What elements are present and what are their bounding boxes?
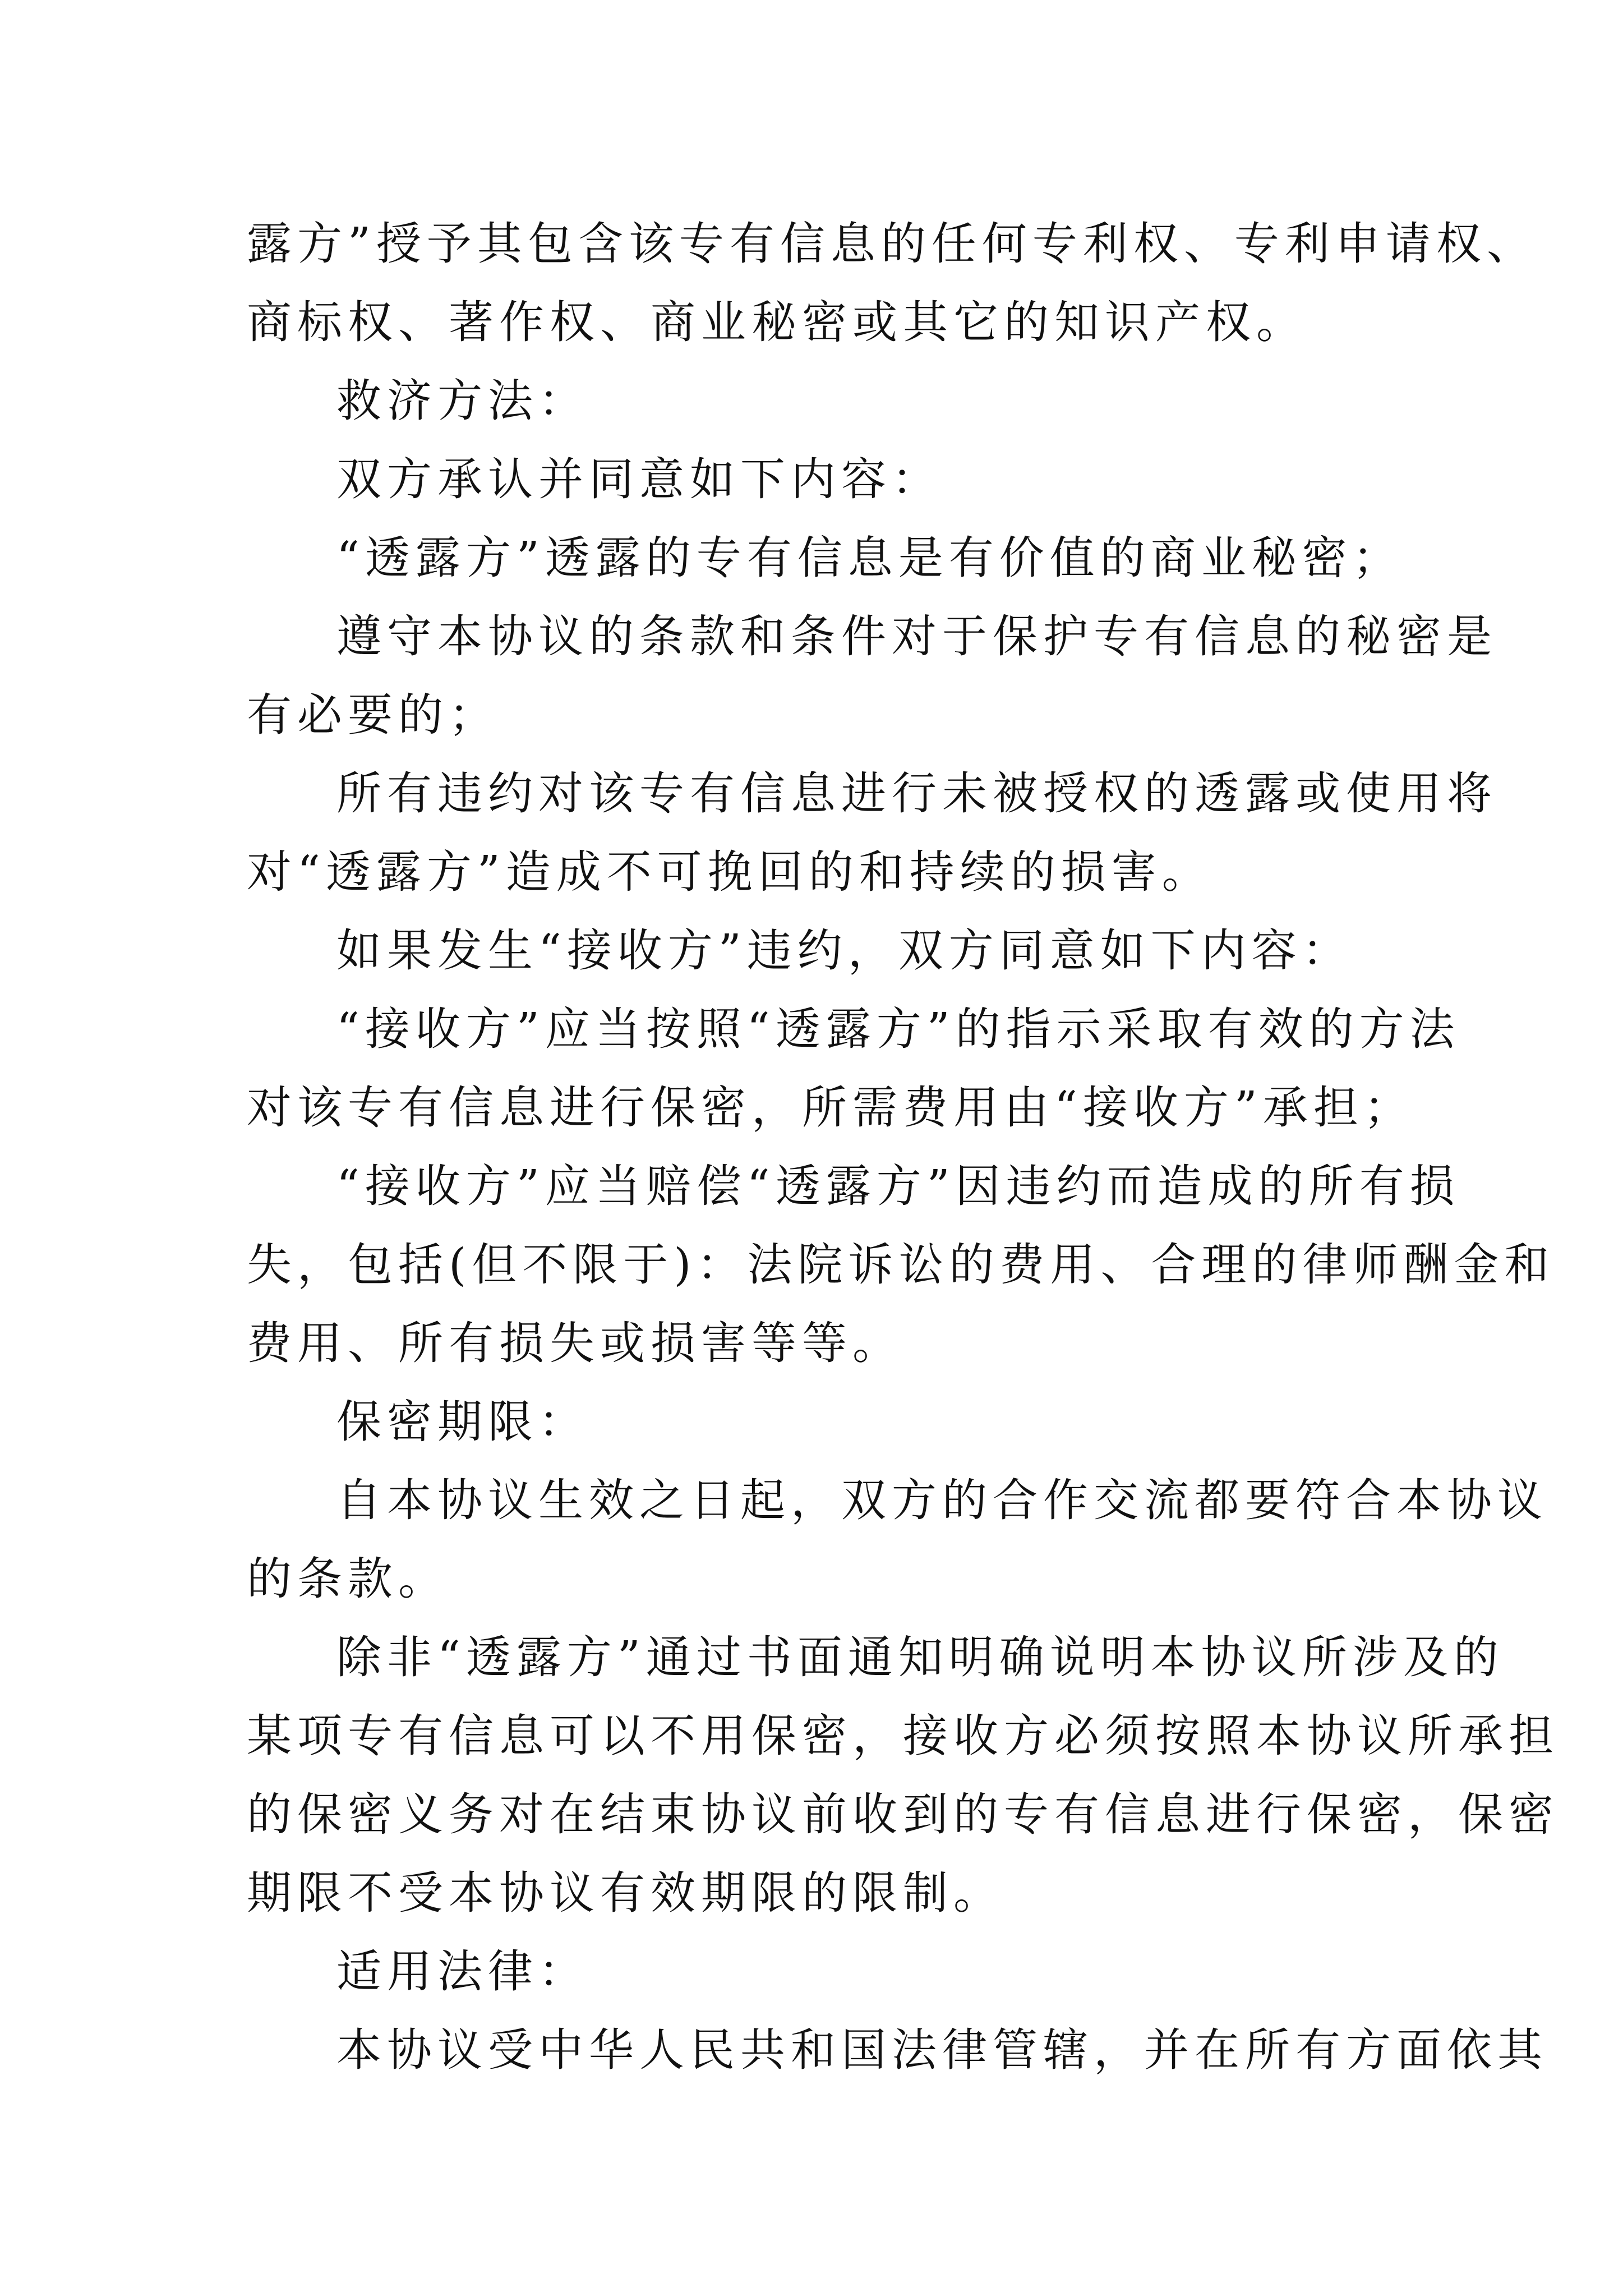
text-line-9: 对“透露方”造成不可挽回的和持续的损害。 [247, 846, 1212, 898]
text-line-17: 自本协议生效之日起，双方的合作交流都要符合本协议 [336, 1474, 1548, 1526]
text-line-20: 某项专有信息可以不用保密，接收方必须按照本协议所承担 [247, 1710, 1559, 1762]
section-heading-remedies: 救济方法： [336, 375, 589, 427]
text-line-7: 有必要的； [247, 689, 499, 741]
text-line-6: 遵守本协议的条款和条件对于保护专有信息的秘密是 [336, 610, 1497, 662]
text-line-11: “接收方”应当按照“透露方”的指示采取有效的方法 [336, 1003, 1460, 1055]
text-line-4: 双方承认并同意如下内容： [336, 453, 942, 505]
text-line-22: 期限不受本协议有效期限的限制。 [247, 1867, 1004, 1919]
text-line-13: “接收方”应当赔偿“透露方”因违约而造成的所有损 [336, 1160, 1460, 1212]
text-line-21: 的保密义务对在结束协议前收到的专有信息进行保密，保密 [247, 1788, 1559, 1841]
text-line-15: 费用、所有损失或损害等等。 [247, 1317, 903, 1369]
text-line-5: “透露方”透露的专有信息是有价值的商业秘密； [336, 532, 1403, 584]
section-heading-confidentiality-period: 保密期限： [336, 1396, 589, 1448]
text-line-10: 如果发生“接收方”违约，双方同意如下内容： [336, 924, 1353, 977]
text-line-12: 对该专有信息进行保密，所需费用由“接收方”承担； [247, 1082, 1414, 1134]
text-line-24: 本协议受中华人民共和国法律管辖，并在所有方面依其 [336, 2024, 1548, 2076]
section-heading-governing-law: 适用法律： [336, 1945, 589, 1998]
text-line-19: 除非“透露方”通过书面通知明确说明本协议所涉及的 [336, 1631, 1504, 1683]
text-line-14: 失，包括(但不限于)：法院诉讼的费用、合理的律师酬金和 [247, 1239, 1555, 1291]
text-line-1: 露方”授予其包含该专有信息的任何专利权、专利申请权、 [247, 218, 1537, 270]
text-line-2: 商标权、著作权、商业秘密或其它的知识产权。 [247, 296, 1307, 348]
text-line-18: 的条款。 [247, 1553, 449, 1605]
text-line-8: 所有违约对该专有信息进行未被授权的透露或使用将 [336, 767, 1497, 820]
